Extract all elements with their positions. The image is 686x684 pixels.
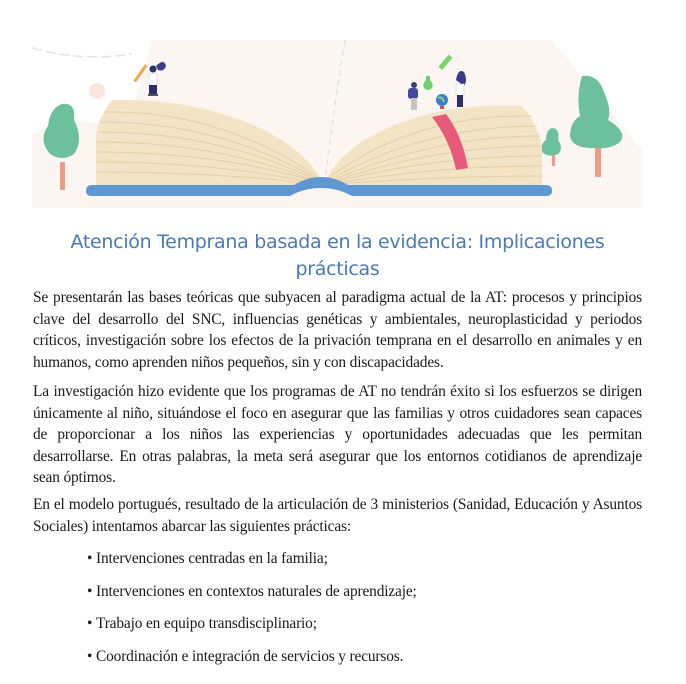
bullet-icon: • [87, 550, 93, 567]
list-item [87, 548, 417, 581]
title-line-1: Atención Temprana basada en la evidencia: Implicaciones [70, 231, 605, 253]
list-item-text: Trabajo en equipo transdisciplinario; [96, 615, 317, 633]
paragraph-model: En el modelo portugués, resultado de la articulación de 3 ministerios (Sanidad, Educación y Asuntos Sociales) intentamos abarcar las siguientes prácticas: [33, 496, 642, 535]
list-item [87, 581, 417, 614]
open-book-illustration [32, 40, 642, 208]
list-item-text: Intervenciones centradas en la familia; [96, 550, 328, 567]
list-item [87, 646, 417, 679]
list-item [87, 613, 417, 646]
paragraph-research: La investigación hizo evidente que los programas de AT no tendrán éxito si los esfuerzos se dirigen únicamente al niño, situándose el foco en asegurar que las familias y otros cuidadores sean capaces de proporcionar a los niños las experiencias y oportunidades adecuadas que les permitan desarrollarse. En otras palabras, la meta será asegurar que los entornos cotidianos de aprendizaje sean óptimos. [33, 383, 642, 487]
practices-list [87, 548, 417, 678]
open-book-icon [32, 40, 642, 208]
bullet-icon: • [87, 582, 93, 600]
paragraph-intro: Se presentarán las bases teóricas que subyacen al paradigma actual de la AT: procesos y principios clave del desarrollo del SNC, influencias genéticas y ambientales, neuroplasticidad y periodos críticos, investigación sobre los efectos de la privación temprana en el desarrollo en animales y en humanos, como aprenden niños pequeños, sin y con discapacidades. [33, 289, 642, 371]
list-item-text: Coordinación e integración de servicios y recursos. [96, 647, 404, 665]
bullet-icon: • [87, 647, 93, 665]
title-line-2: prácticas [295, 258, 380, 280]
page-title [33, 229, 642, 283]
bullet-icon: • [87, 615, 93, 633]
list-item-text: Intervenciones en contextos naturales de aprendizaje; [96, 582, 417, 600]
